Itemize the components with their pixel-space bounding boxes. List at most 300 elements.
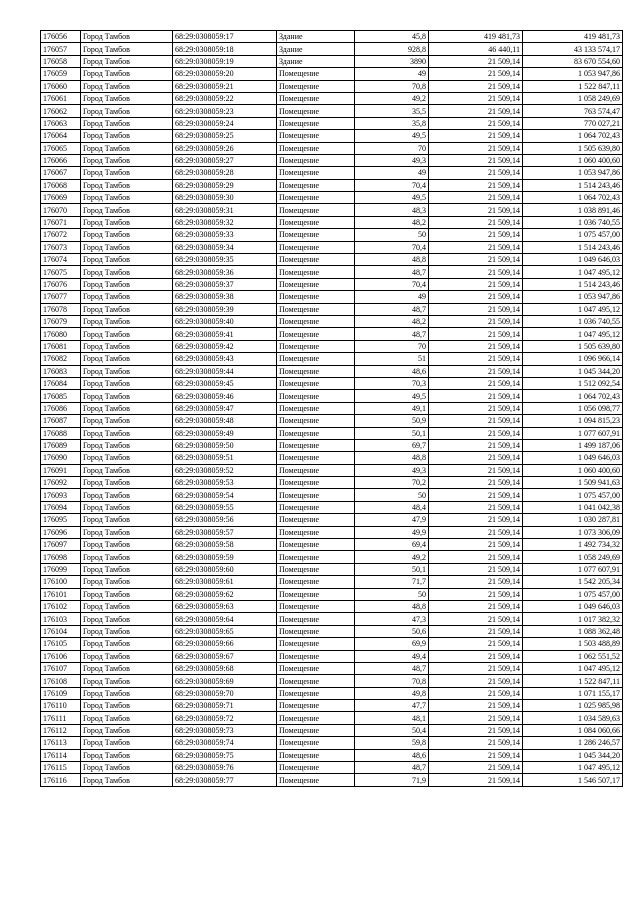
object-type-cell: Помещение [277,501,355,513]
table-row [41,68,623,80]
specific-value-cell: 21 509,14 [429,266,523,278]
specific-value-cell: 21 509,14 [429,638,523,650]
table-row [41,254,623,266]
object-type-cell: Помещение [277,638,355,650]
table-row [41,526,623,538]
specific-value-cell: 21 509,14 [429,192,523,204]
specific-value-cell: 21 509,14 [429,464,523,476]
area-cell: 49,1 [355,402,429,414]
table-row [41,179,623,191]
specific-value-cell: 21 509,14 [429,687,523,699]
specific-value-cell: 21 509,14 [429,204,523,216]
cadastral-number-cell: 68:29:0308059:68 [173,662,277,674]
cadastral-number-cell: 68:29:0308059:54 [173,489,277,501]
table-row [41,55,623,67]
object-type-cell: Помещение [277,130,355,142]
cadastral-value-cell: 1 045 344,20 [523,365,623,377]
area-cell: 71,9 [355,774,429,786]
object-type-cell: Помещение [277,774,355,786]
cadastral-value-cell: 1 038 891,46 [523,204,623,216]
row-number-cell: 176105 [41,638,81,650]
table-row [41,340,623,352]
object-type-cell: Помещение [277,216,355,228]
table-row [41,117,623,129]
row-number-cell: 176070 [41,204,81,216]
cadastral-value-cell: 1 041 042,38 [523,501,623,513]
cadastral-number-cell: 68:29:0308059:36 [173,266,277,278]
area-cell: 70,8 [355,80,429,92]
object-type-cell: Помещение [277,477,355,489]
cadastral-number-cell: 68:29:0308059:56 [173,514,277,526]
city-cell: Город Тамбов [81,192,173,204]
object-type-cell: Помещение [277,142,355,154]
table-row [41,563,623,575]
city-cell: Город Тамбов [81,724,173,736]
specific-value-cell: 21 509,14 [429,762,523,774]
row-number-cell: 176091 [41,464,81,476]
area-cell: 70,4 [355,241,429,253]
table-row [41,365,623,377]
specific-value-cell: 21 509,14 [429,563,523,575]
row-number-cell: 176116 [41,774,81,786]
row-number-cell: 176058 [41,55,81,67]
specific-value-cell: 21 509,14 [429,576,523,588]
city-cell: Город Тамбов [81,130,173,142]
cadastral-number-cell: 68:29:0308059:19 [173,55,277,67]
cadastral-number-cell: 68:29:0308059:73 [173,724,277,736]
row-number-cell: 176082 [41,353,81,365]
object-type-cell: Помещение [277,539,355,551]
specific-value-cell: 21 509,14 [429,117,523,129]
area-cell: 59,8 [355,737,429,749]
row-number-cell: 176108 [41,675,81,687]
area-cell: 49 [355,167,429,179]
row-number-cell: 176114 [41,749,81,761]
city-cell: Город Тамбов [81,749,173,761]
area-cell: 70,4 [355,179,429,191]
table-row [41,724,623,736]
cadastral-value-cell: 1 499 187,06 [523,439,623,451]
row-number-cell: 176106 [41,650,81,662]
cadastral-value-cell: 43 133 574,17 [523,43,623,55]
city-cell: Город Тамбов [81,328,173,340]
row-number-cell: 176085 [41,390,81,402]
specific-value-cell: 21 509,14 [429,749,523,761]
object-type-cell: Помещение [277,303,355,315]
table-row [41,638,623,650]
table-row [41,700,623,712]
city-cell: Город Тамбов [81,31,173,43]
area-cell: 48,8 [355,600,429,612]
row-number-cell: 176092 [41,477,81,489]
cadastral-value-cell: 1 030 287,81 [523,514,623,526]
cadastral-value-cell: 1 034 589,63 [523,712,623,724]
area-cell: 69,9 [355,638,429,650]
table-row [41,278,623,290]
cadastral-value-cell: 1 049 646,03 [523,600,623,612]
specific-value-cell: 21 509,14 [429,353,523,365]
city-cell: Город Тамбов [81,439,173,451]
city-cell: Город Тамбов [81,563,173,575]
area-cell: 50,4 [355,724,429,736]
cadastral-value-cell: 1 049 646,03 [523,452,623,464]
specific-value-cell: 21 509,14 [429,774,523,786]
cadastral-value-cell: 1 071 155,17 [523,687,623,699]
area-cell: 49,5 [355,390,429,402]
specific-value-cell: 21 509,14 [429,724,523,736]
cadastral-number-cell: 68:29:0308059:35 [173,254,277,266]
area-cell: 49,3 [355,464,429,476]
cadastral-number-cell: 68:29:0308059:22 [173,92,277,104]
cadastral-number-cell: 68:29:0308059:58 [173,539,277,551]
object-type-cell: Помещение [277,563,355,575]
city-cell: Город Тамбов [81,576,173,588]
city-cell: Город Тамбов [81,427,173,439]
table-row [41,229,623,241]
cadastral-number-cell: 68:29:0308059:57 [173,526,277,538]
specific-value-cell: 21 509,14 [429,241,523,253]
row-number-cell: 176064 [41,130,81,142]
cadastral-value-cell: 1 075 457,00 [523,489,623,501]
table-row [41,105,623,117]
table-row [41,625,623,637]
cadastral-value-cell: 763 574,47 [523,105,623,117]
table-row [41,712,623,724]
cadastral-number-cell: 68:29:0308059:20 [173,68,277,80]
specific-value-cell: 21 509,14 [429,675,523,687]
object-type-cell: Помещение [277,105,355,117]
specific-value-cell: 21 509,14 [429,514,523,526]
object-type-cell: Помещение [277,724,355,736]
cadastral-value-cell: 1 514 243,46 [523,241,623,253]
area-cell: 49,8 [355,687,429,699]
row-number-cell: 176095 [41,514,81,526]
area-cell: 49 [355,291,429,303]
table-row [41,192,623,204]
row-number-cell: 176089 [41,439,81,451]
table-row [41,390,623,402]
table-row [41,402,623,414]
city-cell: Город Тамбов [81,625,173,637]
cadastral-number-cell: 68:29:0308059:48 [173,415,277,427]
table-row [41,303,623,315]
city-cell: Город Тамбов [81,179,173,191]
row-number-cell: 176099 [41,563,81,575]
cadastral-number-cell: 68:29:0308059:31 [173,204,277,216]
row-number-cell: 176075 [41,266,81,278]
cadastral-value-cell: 1 058 249,69 [523,551,623,563]
city-cell: Город Тамбов [81,117,173,129]
object-type-cell: Помещение [277,551,355,563]
object-type-cell: Помещение [277,452,355,464]
cadastral-value-cell: 1 036 740,55 [523,315,623,327]
row-number-cell: 176086 [41,402,81,414]
cadastral-number-cell: 68:29:0308059:21 [173,80,277,92]
object-type-cell: Помещение [277,762,355,774]
cadastral-value-cell: 1 047 495,12 [523,328,623,340]
row-number-cell: 176068 [41,179,81,191]
cadastral-value-cell: 1 514 243,46 [523,278,623,290]
table-row [41,762,623,774]
cadastral-number-cell: 68:29:0308059:32 [173,216,277,228]
area-cell: 50 [355,588,429,600]
cadastral-value-cell: 1 505 639,80 [523,340,623,352]
specific-value-cell: 21 509,14 [429,179,523,191]
table-row [41,315,623,327]
row-number-cell: 176083 [41,365,81,377]
table-row [41,576,623,588]
city-cell: Город Тамбов [81,551,173,563]
cadastral-value-cell: 1 064 702,43 [523,130,623,142]
object-type-cell: Помещение [277,254,355,266]
area-cell: 50,1 [355,427,429,439]
city-cell: Город Тамбов [81,105,173,117]
area-cell: 48,4 [355,501,429,513]
area-cell: 50,9 [355,415,429,427]
object-type-cell: Помещение [277,588,355,600]
cadastral-value-cell: 1 522 847,11 [523,675,623,687]
cadastral-value-cell: 1 045 344,20 [523,749,623,761]
specific-value-cell: 21 509,14 [429,650,523,662]
cadastral-value-cell: 1 049 646,03 [523,254,623,266]
object-type-cell: Помещение [277,204,355,216]
cadastral-value-cell: 1 542 205,34 [523,576,623,588]
specific-value-cell: 21 509,14 [429,216,523,228]
object-type-cell: Помещение [277,68,355,80]
object-type-cell: Помещение [277,613,355,625]
cadastral-number-cell: 68:29:0308059:51 [173,452,277,464]
city-cell: Город Тамбов [81,303,173,315]
specific-value-cell: 21 509,14 [429,229,523,241]
row-number-cell: 176110 [41,700,81,712]
row-number-cell: 176077 [41,291,81,303]
row-number-cell: 176069 [41,192,81,204]
cadastral-number-cell: 68:29:0308059:74 [173,737,277,749]
area-cell: 47,9 [355,514,429,526]
specific-value-cell: 21 509,14 [429,154,523,166]
area-cell: 48,8 [355,452,429,464]
city-cell: Город Тамбов [81,266,173,278]
object-type-cell: Помещение [277,92,355,104]
specific-value-cell: 21 509,14 [429,377,523,389]
cadastral-value-cell: 1 064 702,43 [523,192,623,204]
city-cell: Город Тамбов [81,80,173,92]
cadastral-value-cell: 1 084 060,66 [523,724,623,736]
cadastral-number-cell: 68:29:0308059:77 [173,774,277,786]
city-cell: Город Тамбов [81,353,173,365]
area-cell: 50,6 [355,625,429,637]
cadastral-number-cell: 68:29:0308059:37 [173,278,277,290]
city-cell: Город Тамбов [81,774,173,786]
specific-value-cell: 21 509,14 [429,167,523,179]
cadastral-number-cell: 68:29:0308059:76 [173,762,277,774]
city-cell: Город Тамбов [81,55,173,67]
specific-value-cell: 21 509,14 [429,315,523,327]
object-type-cell: Помещение [277,600,355,612]
specific-value-cell: 21 509,14 [429,105,523,117]
table-row [41,452,623,464]
area-cell: 69,4 [355,539,429,551]
row-number-cell: 176101 [41,588,81,600]
table-row [41,353,623,365]
cadastral-number-cell: 68:29:0308059:38 [173,291,277,303]
city-cell: Город Тамбов [81,600,173,612]
area-cell: 49,9 [355,526,429,538]
object-type-cell: Помещение [277,390,355,402]
area-cell: 48,7 [355,762,429,774]
table-row [41,31,623,43]
table-row [41,539,623,551]
area-cell: 70,2 [355,477,429,489]
cadastral-value-cell: 1 077 607,91 [523,563,623,575]
object-type-cell: Помещение [277,749,355,761]
cadastral-number-cell: 68:29:0308059:24 [173,117,277,129]
area-cell: 71,7 [355,576,429,588]
row-number-cell: 176062 [41,105,81,117]
cadastral-number-cell: 68:29:0308059:60 [173,563,277,575]
table-row [41,427,623,439]
city-cell: Город Тамбов [81,452,173,464]
object-type-cell: Помещение [277,192,355,204]
cadastral-number-cell: 68:29:0308059:44 [173,365,277,377]
cadastral-number-cell: 68:29:0308059:62 [173,588,277,600]
area-cell: 48,1 [355,712,429,724]
table-row [41,687,623,699]
object-type-cell: Помещение [277,365,355,377]
area-cell: 35,8 [355,117,429,129]
cadastral-value-cell: 1 025 985,98 [523,700,623,712]
cadastral-number-cell: 68:29:0308059:34 [173,241,277,253]
city-cell: Город Тамбов [81,762,173,774]
table-body [41,31,623,787]
cadastral-number-cell: 68:29:0308059:41 [173,328,277,340]
area-cell: 70,4 [355,278,429,290]
object-type-cell: Помещение [277,526,355,538]
object-type-cell: Помещение [277,514,355,526]
row-number-cell: 176060 [41,80,81,92]
specific-value-cell: 21 509,14 [429,328,523,340]
cadastral-value-cell: 1 060 400,60 [523,154,623,166]
cadastral-value-cell: 1 053 947,86 [523,291,623,303]
cadastral-value-cell: 1 094 815,23 [523,415,623,427]
table-row [41,749,623,761]
area-cell: 48,8 [355,254,429,266]
specific-value-cell: 21 509,14 [429,662,523,674]
specific-value-cell: 21 509,14 [429,68,523,80]
area-cell: 70,8 [355,675,429,687]
specific-value-cell: 21 509,14 [429,80,523,92]
row-number-cell: 176115 [41,762,81,774]
specific-value-cell: 21 509,14 [429,737,523,749]
row-number-cell: 176103 [41,613,81,625]
cadastral-value-cell: 1 047 495,12 [523,762,623,774]
table-row [41,328,623,340]
city-cell: Город Тамбов [81,315,173,327]
city-cell: Город Тамбов [81,43,173,55]
object-type-cell: Помещение [277,489,355,501]
object-type-cell: Помещение [277,291,355,303]
city-cell: Город Тамбов [81,415,173,427]
object-type-cell: Помещение [277,315,355,327]
object-type-cell: Помещение [277,439,355,451]
specific-value-cell: 21 509,14 [429,254,523,266]
specific-value-cell: 21 509,14 [429,439,523,451]
cadastral-number-cell: 68:29:0308059:30 [173,192,277,204]
cadastral-number-cell: 68:29:0308059:25 [173,130,277,142]
specific-value-cell: 21 509,14 [429,712,523,724]
city-cell: Город Тамбов [81,365,173,377]
row-number-cell: 176074 [41,254,81,266]
cadastral-number-cell: 68:29:0308059:55 [173,501,277,513]
table-row [41,650,623,662]
object-type-cell: Помещение [277,377,355,389]
cadastral-number-cell: 68:29:0308059:27 [173,154,277,166]
city-cell: Город Тамбов [81,390,173,402]
area-cell: 69,7 [355,439,429,451]
cadastral-number-cell: 68:29:0308059:52 [173,464,277,476]
cadastral-value-cell: 1 077 607,91 [523,427,623,439]
cadastral-value-cell: 1 047 495,12 [523,266,623,278]
cadastral-value-cell: 1 088 362,48 [523,625,623,637]
table-row [41,43,623,55]
area-cell: 48,6 [355,749,429,761]
specific-value-cell: 21 509,14 [429,390,523,402]
cadastral-value-cell: 1 514 243,46 [523,179,623,191]
table-row [41,737,623,749]
object-type-cell: Помещение [277,415,355,427]
table-row [41,774,623,786]
cadastral-number-cell: 68:29:0308059:29 [173,179,277,191]
object-type-cell: Помещение [277,179,355,191]
object-type-cell: Помещение [277,402,355,414]
city-cell: Город Тамбов [81,167,173,179]
area-cell: 928,8 [355,43,429,55]
cadastral-number-cell: 68:29:0308059:65 [173,625,277,637]
table-row [41,464,623,476]
cadastral-value-cell: 1 058 249,69 [523,92,623,104]
area-cell: 49,4 [355,650,429,662]
table-row [41,80,623,92]
cadastral-number-cell: 68:29:0308059:64 [173,613,277,625]
specific-value-cell: 21 509,14 [429,588,523,600]
row-number-cell: 176078 [41,303,81,315]
cadastral-value-cell: 1 053 947,86 [523,68,623,80]
cadastral-value-cell: 1 503 488,89 [523,638,623,650]
cadastral-value-cell: 1 053 947,86 [523,167,623,179]
object-type-cell: Помещение [277,241,355,253]
city-cell: Город Тамбов [81,464,173,476]
cadastral-number-cell: 68:29:0308059:26 [173,142,277,154]
cadastral-number-cell: 68:29:0308059:75 [173,749,277,761]
row-number-cell: 176066 [41,154,81,166]
object-type-cell: Помещение [277,266,355,278]
table-row [41,167,623,179]
object-type-cell: Помещение [277,662,355,674]
row-number-cell: 176063 [41,117,81,129]
specific-value-cell: 21 509,14 [429,303,523,315]
object-type-cell: Помещение [277,278,355,290]
area-cell: 50 [355,229,429,241]
row-number-cell: 176093 [41,489,81,501]
area-cell: 47,7 [355,700,429,712]
row-number-cell: 176061 [41,92,81,104]
cadastral-value-cell: 1 286 246,57 [523,737,623,749]
city-cell: Город Тамбов [81,613,173,625]
cadastral-number-cell: 68:29:0308059:71 [173,700,277,712]
city-cell: Город Тамбов [81,539,173,551]
object-type-cell: Помещение [277,576,355,588]
specific-value-cell: 21 509,14 [429,92,523,104]
